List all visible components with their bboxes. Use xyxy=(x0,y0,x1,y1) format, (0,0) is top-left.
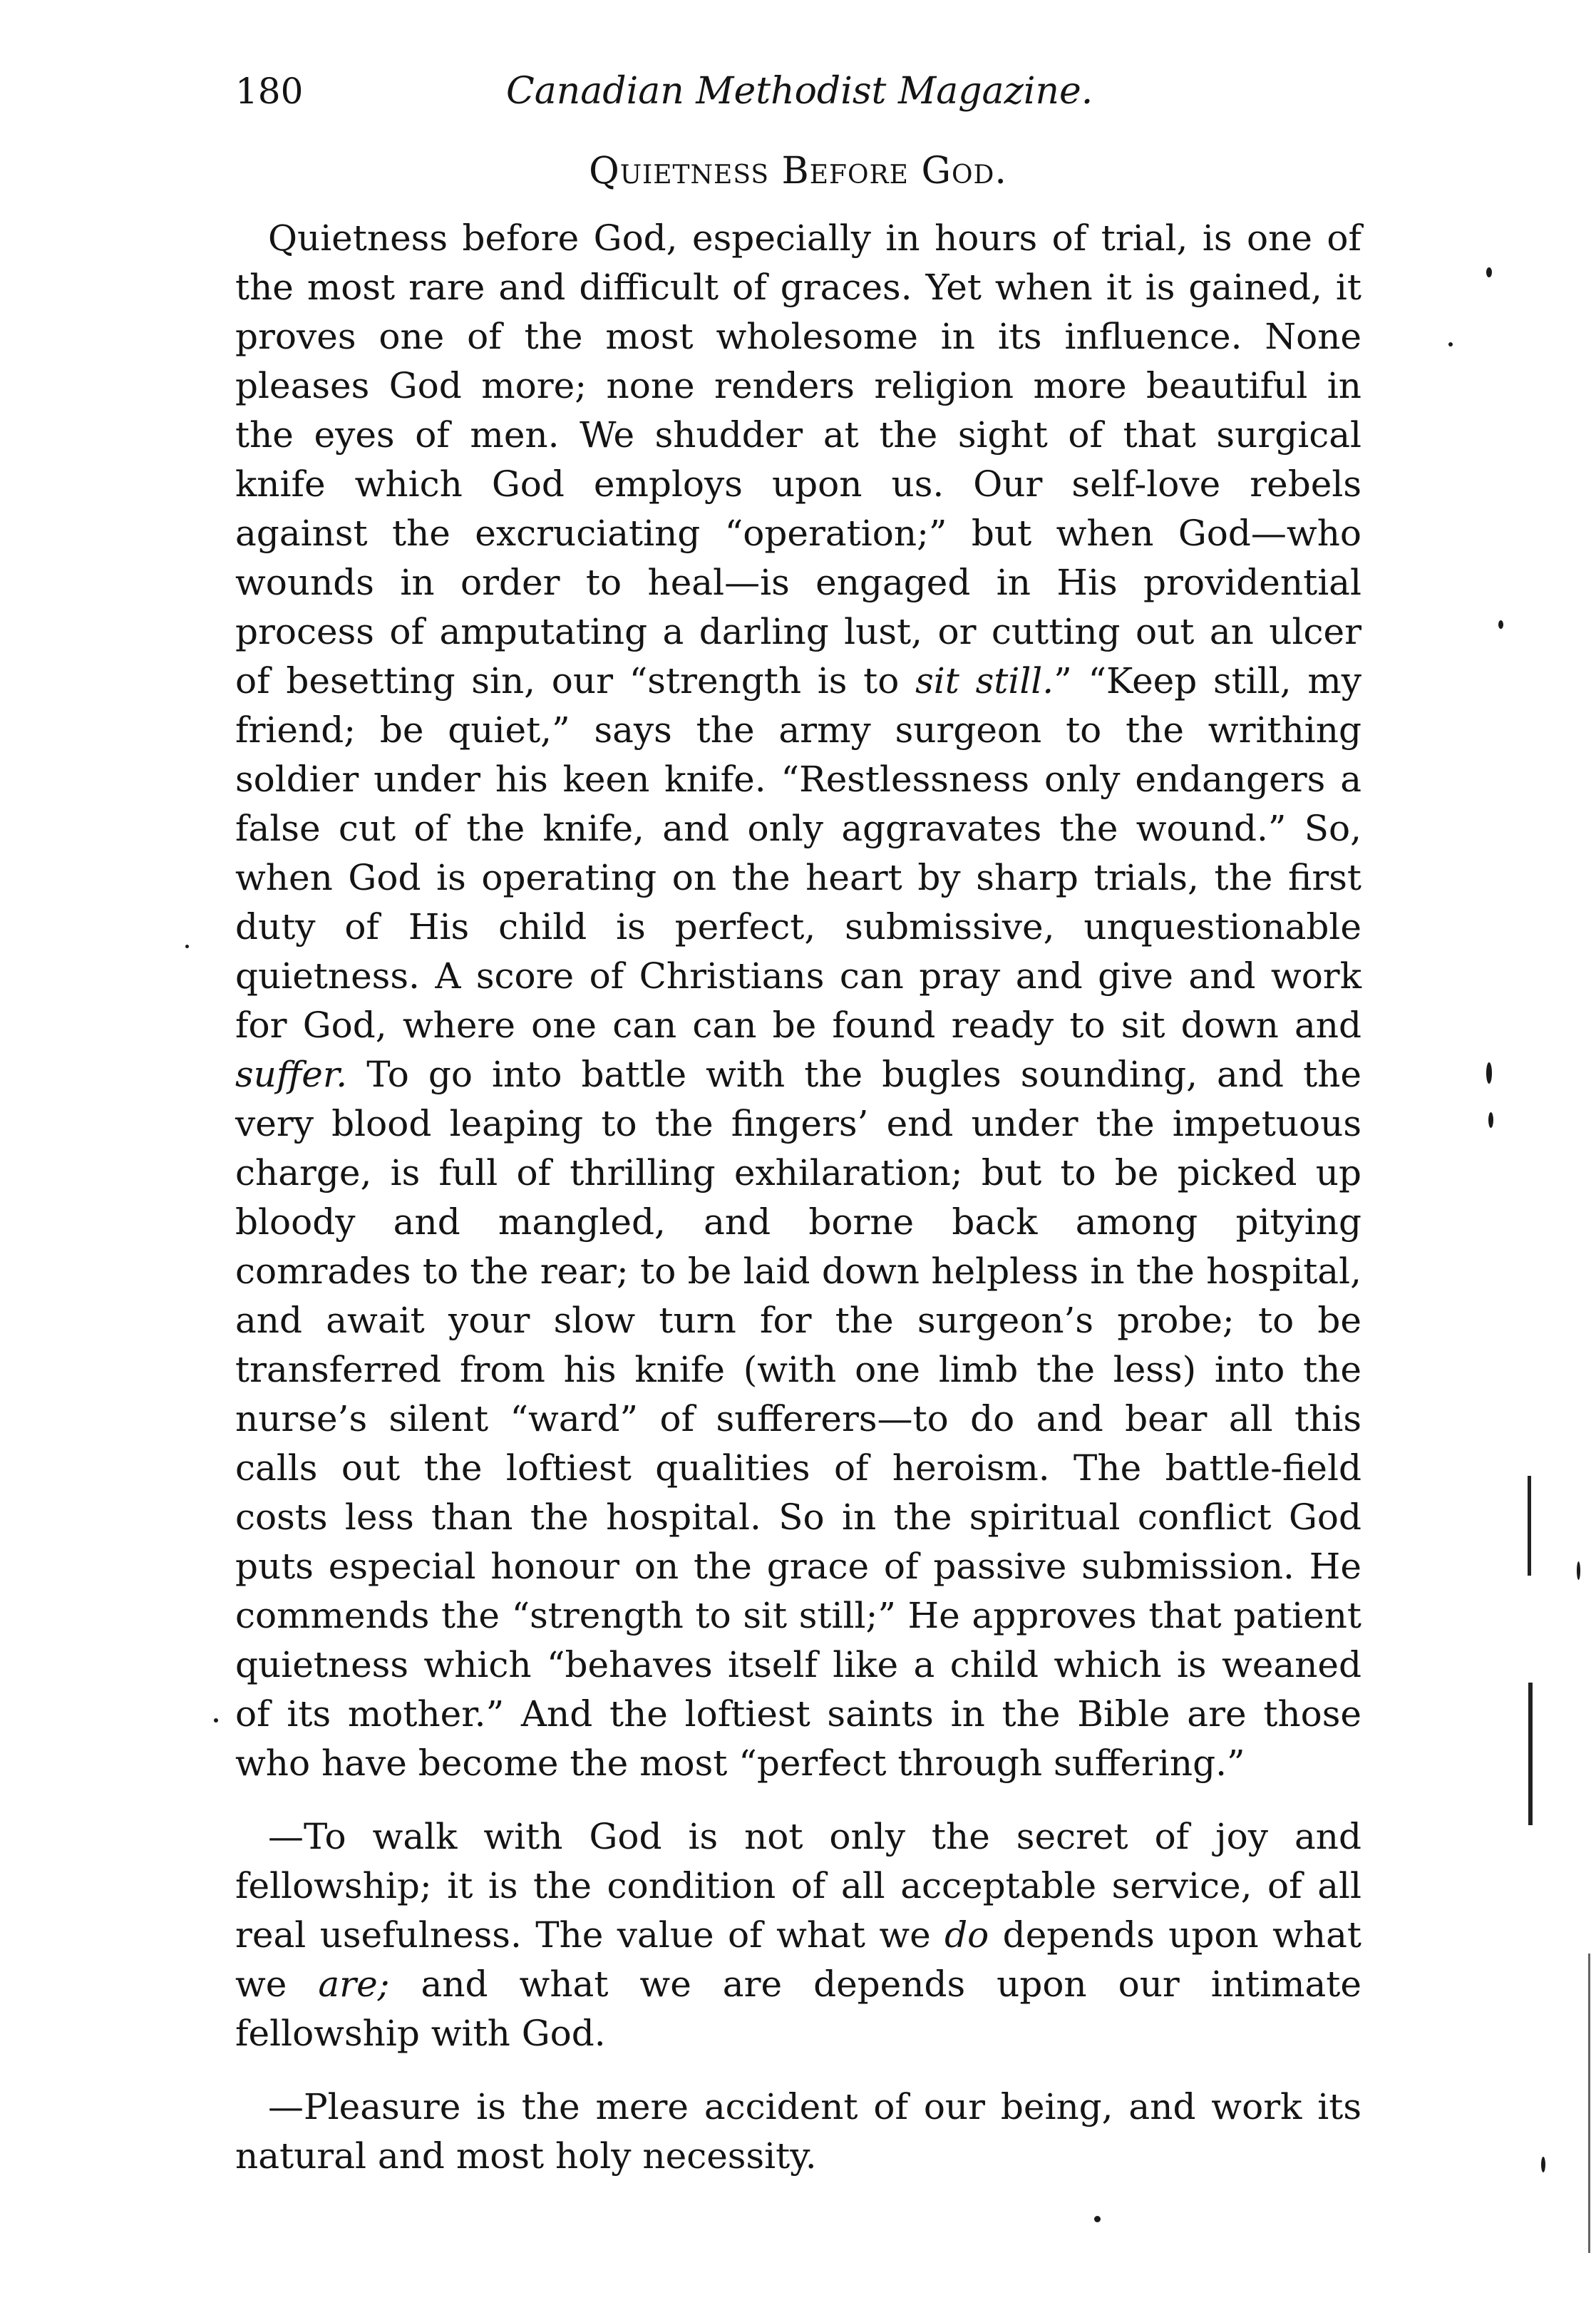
paragraph-quietness xyxy=(235,214,1361,1788)
scan-speck xyxy=(214,1718,218,1723)
text-segment: Quietness before God, especially in hours of trial, is one of the most rare and difficult of graces. Yet when it is gained, it proves one of the most wholesome in its influence. None pleases God more; none renders religion more beautiful in the eyes of men. We shudder at the sight of that surgical knife which God employs upon us. Our self-love rebels against the excruciating “operation;” but when God—who wounds in order to heal—is engaged in His providential process of amputating a darling lust, or cutting out an ulcer of besetting sin, our “strength is to xyxy=(235,217,1361,702)
text-segment: and what we are depends upon our intimate fellowship with God. xyxy=(235,1963,1361,2054)
text-segment: —To walk with God is not only the secret of joy and fellowship; it is the condition of all acceptable service, of all real usefulness. The value of what we xyxy=(235,1816,1361,1956)
scan-speck xyxy=(185,945,189,948)
scan-edge-mark xyxy=(1588,1954,1590,2253)
text-segment: To go into battle with the bugles sounding, and the very blood leaping to the fingers’ end under the impetuous charge, is full of thrilling exhilaration; but to be picked up bloody and mangled, and borne back among pitying comrades to the rear; to be laid down helpless in the hospital, and await your slow turn for the surgeon’s probe; to be transferred from his knife (with one limb the less) into the nurse’s silent “ward” of sufferers—to do and bear all this calls out the loftiest qualities of heroism. The battle-field costs less than the hospital. So in the spiritual conflict God puts especial honour on the grace of passive submission. He commends the “strength to sit still;” He approves that patient quietness which “behaves itself like a child which is weaned of its mother.” And the loftiest saints in the Bible are those who have become the most “perfect through suffering.” xyxy=(235,1054,1361,1784)
scan-speck xyxy=(1486,267,1492,277)
text-segment: ” “Keep still, my friend; be quiet,” says the army surgeon to the writhing soldier under his keen knife. “Restlessness only endangers a false cut of the knife, and only aggravates the wound.” So, when God is operating on the heart by sharp trials, the first duty of His child is perfect, submissive, unquestionable quietness. A score of Christians can pray and give and work for God, where one can can be found ready to sit down and xyxy=(235,660,1362,1046)
scan-edge-mark xyxy=(1528,1476,1531,1576)
scan-speck xyxy=(1094,2216,1101,2222)
scan-edge-mark xyxy=(1528,1683,1533,1825)
page-number: 180 xyxy=(235,71,304,112)
italic-do: do xyxy=(944,1914,989,1956)
article-title: Quietness Before God. xyxy=(589,150,1007,192)
italic-sit-still: sit still. xyxy=(915,660,1054,702)
paragraph-pleasure xyxy=(235,2083,1361,2181)
article-body xyxy=(235,214,1361,2205)
paragraph-walk-with-god xyxy=(235,1812,1361,2058)
text-segment: depends upon what we xyxy=(235,1914,1361,2005)
italic-are: are; xyxy=(318,1963,390,2005)
scan-speck xyxy=(1577,1561,1580,1580)
running-head xyxy=(235,63,1141,120)
scan-speck xyxy=(1448,342,1453,346)
scan-speck xyxy=(1541,2157,1545,2172)
journal-title: Canadian Methodist Magazine. xyxy=(506,70,1093,113)
text-segment: —Pleasure is the mere accident of our being, and work its natural and most holy necessity. xyxy=(235,2086,1361,2177)
italic-suffer: suffer. xyxy=(235,1054,348,1095)
scan-speck xyxy=(1486,1062,1492,1084)
scan-speck xyxy=(1498,620,1503,629)
scan-speck xyxy=(1488,1112,1493,1128)
